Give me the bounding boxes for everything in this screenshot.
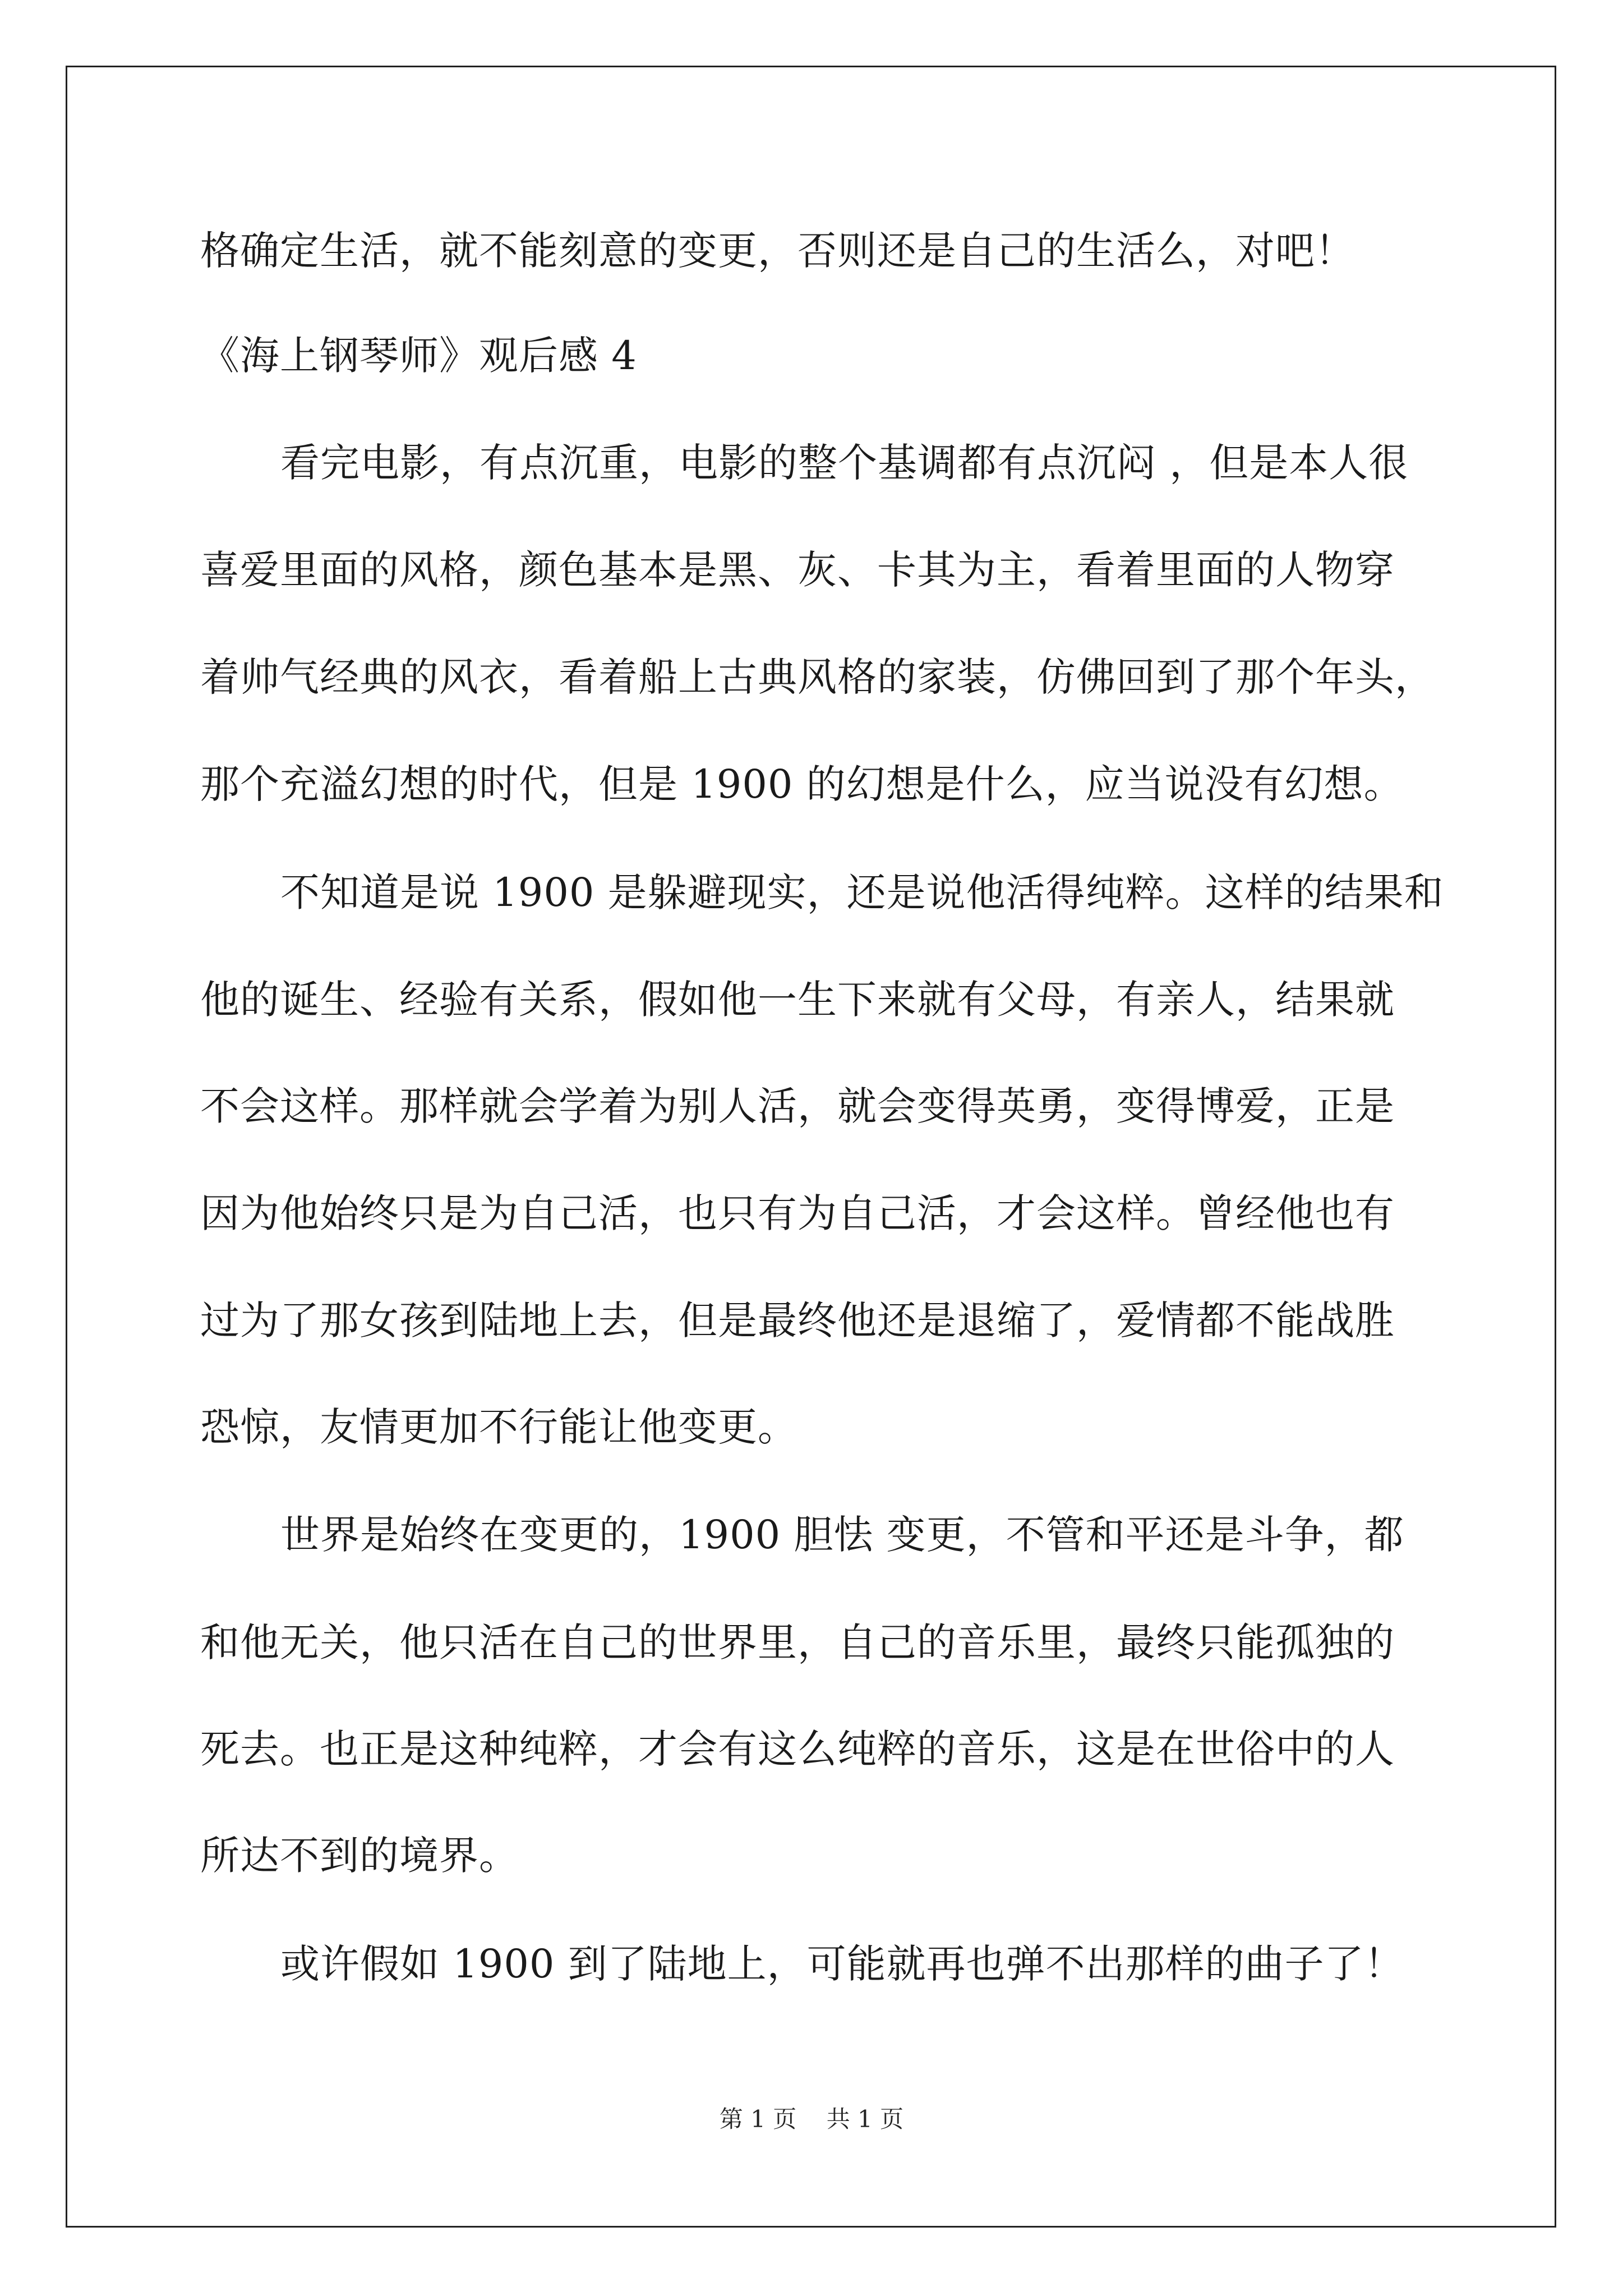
paragraph-2-line-6: 恐惊，友情更加不行能让他变更。: [200, 1404, 797, 1450]
paragraph-2-line-3: 不会这样。那样就会学着为别人活，就会变得英勇，变得博爱，正是: [200, 1083, 1395, 1129]
paragraph-3-line-3: 死去。也正是这种纯粹，才会有这么纯粹的音乐，这是在世俗中的人: [200, 1726, 1395, 1772]
paragraph-2-line-2: 他的诞生、经验有关系，假如他一生下来就有父母，有亲人，结果就: [200, 977, 1395, 1023]
page-number-footer: 第 1 页 共 1 页: [719, 2105, 904, 2133]
paragraph-1-line-2: 喜爱里面的风格，颜色基本是黑、灰、卡其为主，看着里面的人物穿: [200, 547, 1395, 593]
paragraph-3-line-4: 所达不到的境界。: [200, 1833, 519, 1879]
paragraph-3-line-1: 世界是始终在变更的，1900 胆怯 变更，不管和平还是斗争，都: [280, 1512, 1404, 1558]
paragraph-1-line-3: 着帅气经典的风衣，看着船上古典风格的家装，仿佛回到了那个年头，: [200, 654, 1435, 700]
paragraph-1-line-4: 那个充溢幻想的时代，但是 1900 的幻想是什么，应当说没有幻想。: [200, 761, 1404, 807]
page-frame: [66, 66, 1556, 2228]
paragraph-2-line-1: 不知道是说 1900 是躲避现实，还是说他活得纯粹。这样的结果和: [280, 869, 1444, 915]
paragraph-4-line-1: 或许假如 1900 到了陆地上，可能就再也弹不出那样的曲子了！: [280, 1941, 1404, 1987]
paragraph-2-line-4: 因为他始终只是为自己活，也只有为自己活，才会这样。曾经他也有: [200, 1190, 1395, 1236]
paragraph-2-line-5: 过为了那女孩到陆地上去，但是最终他还是退缩了，爱情都不能战胜: [200, 1297, 1395, 1343]
text-line-continuation: 格确定生活，就不能刻意的变更，否则还是自己的生活么，对吧！: [200, 228, 1355, 274]
section-title: 《海上钢琴师》观后感 4: [200, 333, 637, 379]
paragraph-1-line-1: 看完电影，有点沉重，电影的整个基调都有点沉闷 ，但是本人很: [280, 440, 1409, 486]
paragraph-3-line-2: 和他无关，他只活在自己的世界里，自己的音乐里，最终只能孤独的: [200, 1619, 1395, 1665]
